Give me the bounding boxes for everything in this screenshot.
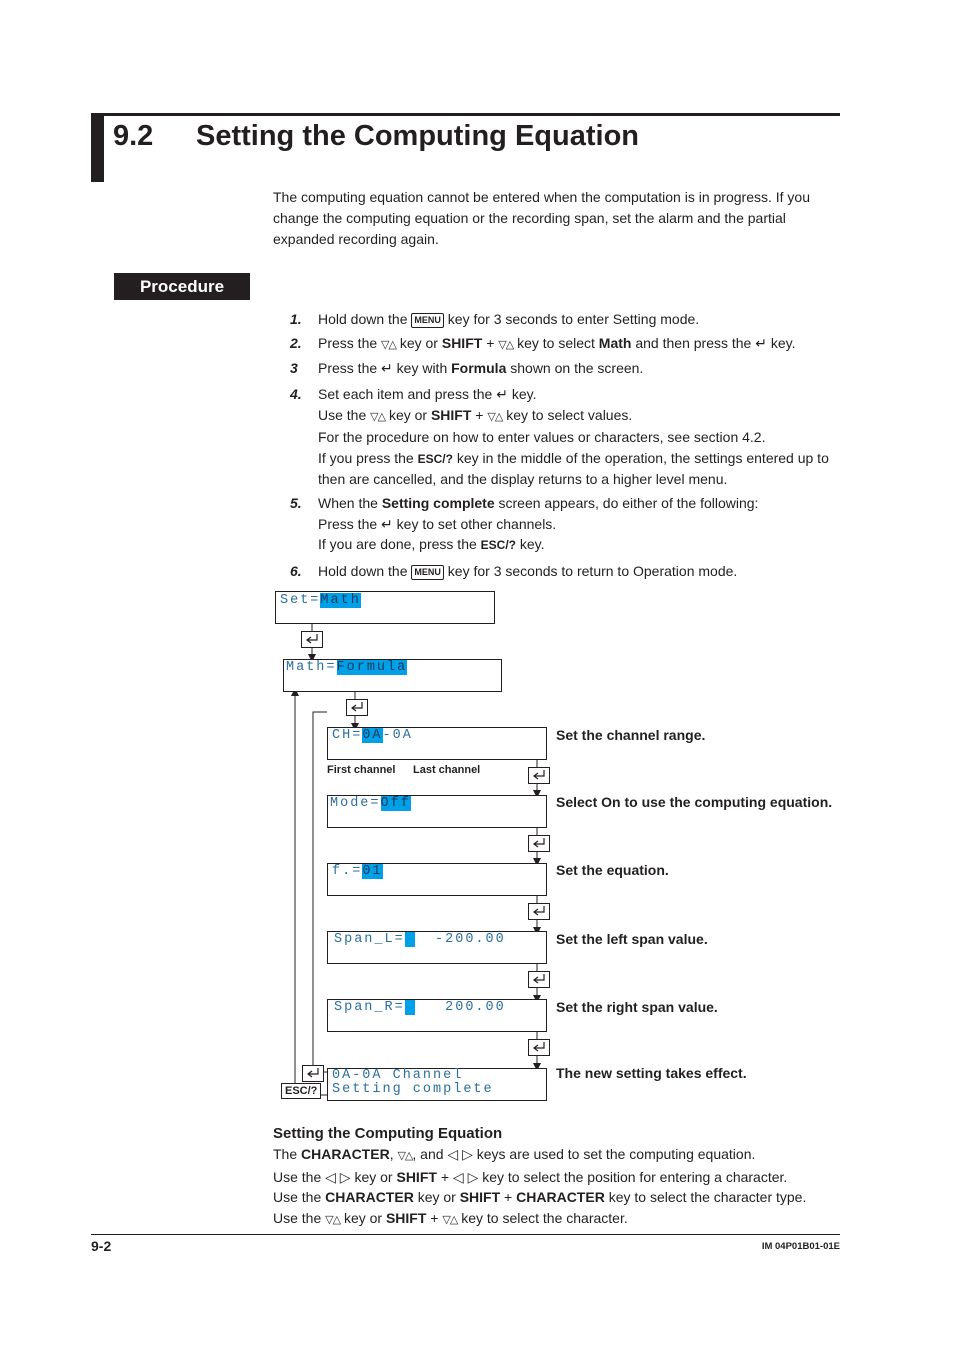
screen-formula — [327, 863, 547, 896]
step-number: 1. — [290, 311, 302, 327]
screen-channel — [327, 727, 547, 760]
left-right-arrow-icon: ◁ ▷ — [447, 1146, 473, 1162]
subsection-line: The CHARACTER, ▽△, and ◁ ▷ keys are used to set the computing equation. — [273, 1146, 756, 1162]
annotation-span-right: Set the right span value. — [556, 999, 718, 1015]
screen-value: 01 — [362, 864, 383, 879]
step-number: 6. — [290, 563, 302, 579]
step-text: Hold down the MENU key for 3 seconds to return to Operation mode. — [318, 563, 738, 579]
menu-key-icon: MENU — [411, 313, 444, 328]
step-number: 5. — [290, 495, 302, 511]
subsection-line: Use the ▽△ key or SHIFT + ▽△ key to select the character. — [273, 1209, 628, 1226]
annotation-span-left: Set the left span value. — [556, 931, 708, 947]
step-number: 3 — [290, 360, 298, 376]
intro-paragraph: The computing equation cannot be entered when the computation is in progress. If you change the computing equation or the recording span, set the alarm and the partial expanded recording again. — [273, 189, 811, 247]
esc-key-icon: ESC/? — [281, 1083, 321, 1099]
enter-key-icon — [346, 699, 368, 716]
esc-key-icon: ESC/? — [480, 538, 516, 552]
screen-setting-complete — [327, 1068, 547, 1101]
down-up-arrow-icon: ▽△ — [487, 410, 503, 423]
screen-value — [405, 1000, 415, 1015]
enter-key-icon — [528, 903, 550, 920]
screen-math — [283, 659, 502, 692]
screen-prefix: CH= — [332, 728, 363, 743]
enter-key-icon — [528, 767, 550, 784]
screen-prefix: Set= — [280, 593, 321, 608]
footer-rule — [91, 1234, 840, 1235]
enter-key-icon: ↵ — [381, 360, 393, 376]
screen-value: Math — [320, 593, 361, 608]
annotation-channel: Set the channel range. — [556, 727, 706, 743]
screen-value: 0A — [362, 728, 383, 743]
screen-value — [405, 932, 415, 947]
enter-key-icon — [528, 971, 550, 988]
enter-key-icon — [302, 1065, 324, 1082]
annotation-complete: The new setting takes effect. — [556, 1065, 747, 1081]
procedure-label: Procedure — [114, 273, 250, 300]
screen-value: Formula — [336, 660, 408, 675]
enter-key-icon: ↵ — [496, 386, 508, 402]
step-text: Press the ↵ key with Formula shown on the screen. — [318, 360, 644, 376]
section-title: Setting the Computing Equation — [196, 120, 640, 152]
down-up-arrow-icon: ▽△ — [325, 1213, 341, 1226]
enter-key-icon — [301, 631, 323, 648]
first-channel-label: First channel — [327, 764, 396, 776]
subsection-title: Setting the Computing Equation — [273, 1125, 503, 1142]
screen-suffix: 200.00 — [414, 1000, 506, 1015]
menu-key-icon: MENU — [411, 565, 444, 580]
down-up-arrow-icon: ▽△ — [442, 1213, 458, 1226]
down-up-arrow-icon: ▽△ — [498, 339, 514, 351]
annotation-formula: Set the equation. — [556, 862, 669, 878]
complete-line-1: 0A-0A Channel — [332, 1068, 464, 1083]
subsection-line: Use the ◁ ▷ key or SHIFT + ◁ ▷ key to select the position for entering a character. — [273, 1168, 788, 1185]
step-text: Set each item and press the ↵ key. Use the ▽△ key or SHIFT + ▽△ key to select values. For the procedure on how to enter values or characters, see section 4.2. If you press the ESC/? key in the middle of the operation, the settings entered up to then are cancelled, and the display returns to a higher level menu. — [318, 386, 829, 487]
screen-prefix: Span_L= — [334, 932, 405, 947]
annotation-mode: Select On to use the computing equation. — [556, 794, 833, 810]
screen-suffix: -0A — [382, 728, 413, 743]
down-up-arrow-icon: ▽△ — [370, 410, 386, 423]
subsection-line: Use the CHARACTER key or SHIFT + CHARACTER key to select the character type. — [273, 1189, 807, 1205]
screen-prefix: Math= — [286, 660, 337, 675]
complete-line-2: Setting complete — [332, 1082, 494, 1097]
down-up-arrow-icon: ▽△ — [397, 1150, 413, 1162]
screen-prefix: Mode= — [330, 796, 381, 811]
screen-prefix: f.= — [332, 864, 363, 879]
step-text: Press the ▽△ key or SHIFT + ▽△ key to select Math and then press the ↵ key. — [318, 335, 796, 351]
enter-key-icon — [528, 1039, 550, 1056]
page-number: 9-2 — [91, 1238, 112, 1254]
enter-key-icon: ↵ — [381, 515, 393, 532]
subsection-body — [273, 1144, 863, 1230]
enter-key-icon — [528, 835, 550, 852]
step-number: 2. — [290, 335, 302, 351]
document-id: IM 04P01B01-01E — [761, 1241, 840, 1252]
screen-span-right — [327, 999, 547, 1032]
step-text: Hold down the MENU key for 3 seconds to enter Setting mode. — [318, 311, 700, 327]
left-right-arrow-icon: ◁ ▷ — [452, 1168, 479, 1185]
screen-span-left — [327, 931, 547, 964]
enter-key-icon: ↵ — [755, 335, 767, 351]
screen-prefix: Span_R= — [334, 1000, 405, 1015]
screen-mode — [327, 795, 547, 828]
section-number: 9.2 — [113, 120, 154, 152]
down-up-arrow-icon: ▽△ — [381, 339, 396, 351]
step-text: When the Setting complete screen appears, do either of the following: Press the ↵ key to set other channels. If you are done, press the ESC/? key. — [318, 495, 759, 552]
screen-suffix: -200.00 — [414, 932, 506, 947]
screen-set — [275, 591, 495, 624]
step-number: 4. — [290, 386, 302, 402]
screen-value: Off — [380, 796, 411, 811]
left-right-arrow-icon: ◁ ▷ — [325, 1168, 351, 1185]
esc-key-icon: ESC/? — [417, 451, 453, 466]
last-channel-label: Last channel — [413, 764, 481, 776]
